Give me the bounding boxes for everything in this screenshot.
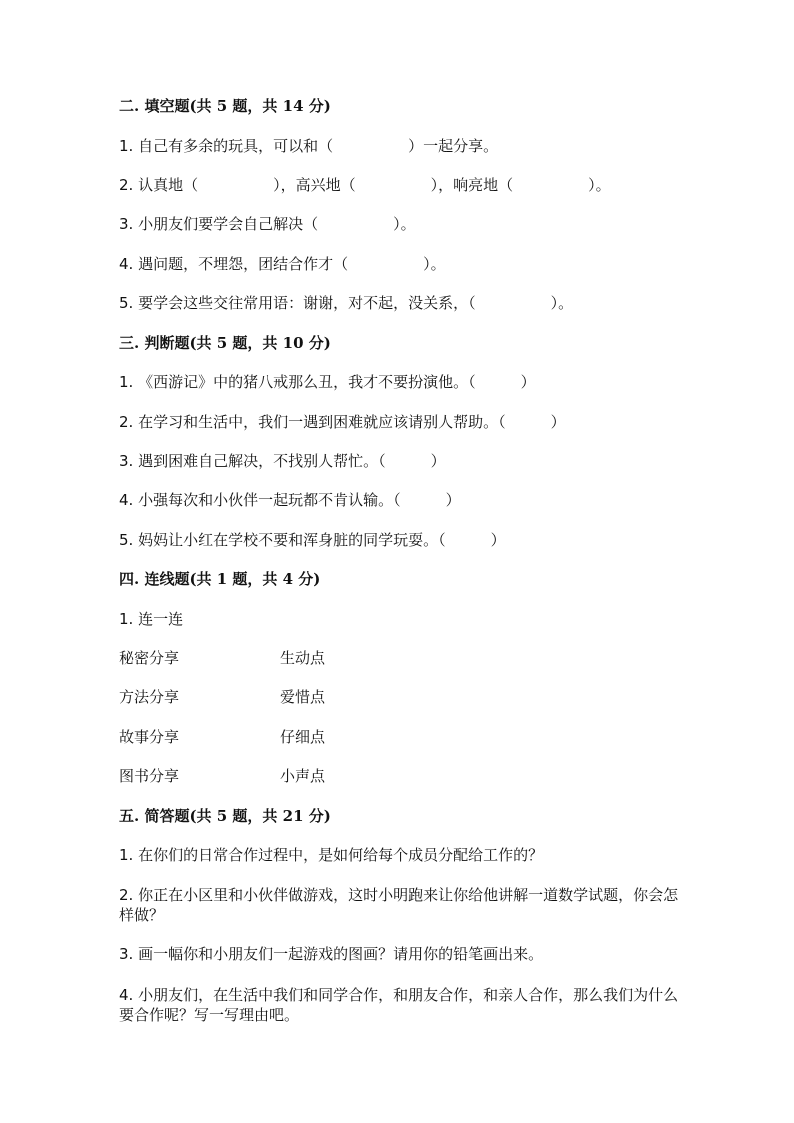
short-question-2: 2. 你正在小区里和小伙伴做游戏，这时小明跑来让你给他讲解一道数学试题，你会怎样做？ [119,886,679,924]
match-right-item: 小声点 [280,767,326,785]
match-right-item: 生动点 [280,649,326,667]
judge-question-5: 5. 妈妈让小红在学校不要和浑身脏的同学玩耍。（ ） [119,531,506,549]
match-section-heading: 四. 连线题(共 1 题，共 4 分) [119,570,321,588]
short-question-1: 1. 在你们的日常合作过程中，是如何给每个成员分配给工作的？ [119,846,544,864]
judge-question-2: 2. 在学习和生活中，我们一遇到困难就应该请别人帮助。（ ） [119,413,566,431]
judge-question-1: 1. 《西游记》中的猪八戒那么丑，我才不要扮演他。（ ） [119,373,536,391]
match-left-item: 图书分享 [119,767,180,785]
match-left-item: 故事分享 [119,728,180,746]
short-section-heading: 五. 简答题(共 5 题，共 21 分) [119,807,331,825]
fill-question-2: 2. 认真地（ ），高兴地（ ），响亮地（ ）。 [119,176,611,194]
fill-question-5: 5. 要学会这些交往常用语：谢谢，对不起，没关系，（ ）。 [119,294,574,312]
fill-section-heading: 二. 填空题(共 5 题，共 14 分) [119,97,331,115]
match-right-item: 爱惜点 [280,688,326,706]
short-question-3: 3. 画一幅你和小朋友们一起游戏的图画？请用你的铅笔画出来。 [119,945,544,963]
judge-question-3: 3. 遇到困难自己解决，不找别人帮忙。（ ） [119,452,446,470]
match-left-item: 方法分享 [119,688,180,706]
fill-question-1: 1. 自己有多余的玩具，可以和（ ）一起分享。 [119,137,499,155]
judge-question-4: 4. 小强每次和小伙伴一起玩都不肯认输。（ ） [119,491,461,509]
short-question-4: 4. 小朋友们，在生活中我们和同学合作，和朋友合作，和亲人合作，那么我们为什么要合作呢？写一写理由吧。 [119,986,679,1024]
match-question-1: 1. 连一连 [119,610,184,628]
judge-section-heading: 三. 判断题(共 5 题，共 10 分) [119,334,331,352]
match-left-item: 秘密分享 [119,649,180,667]
match-right-item: 仔细点 [280,728,326,746]
fill-question-3: 3. 小朋友们要学会自己解决（ ）。 [119,215,416,233]
fill-question-4: 4. 遇问题，不埋怨，团结合作才（ ）。 [119,255,446,273]
